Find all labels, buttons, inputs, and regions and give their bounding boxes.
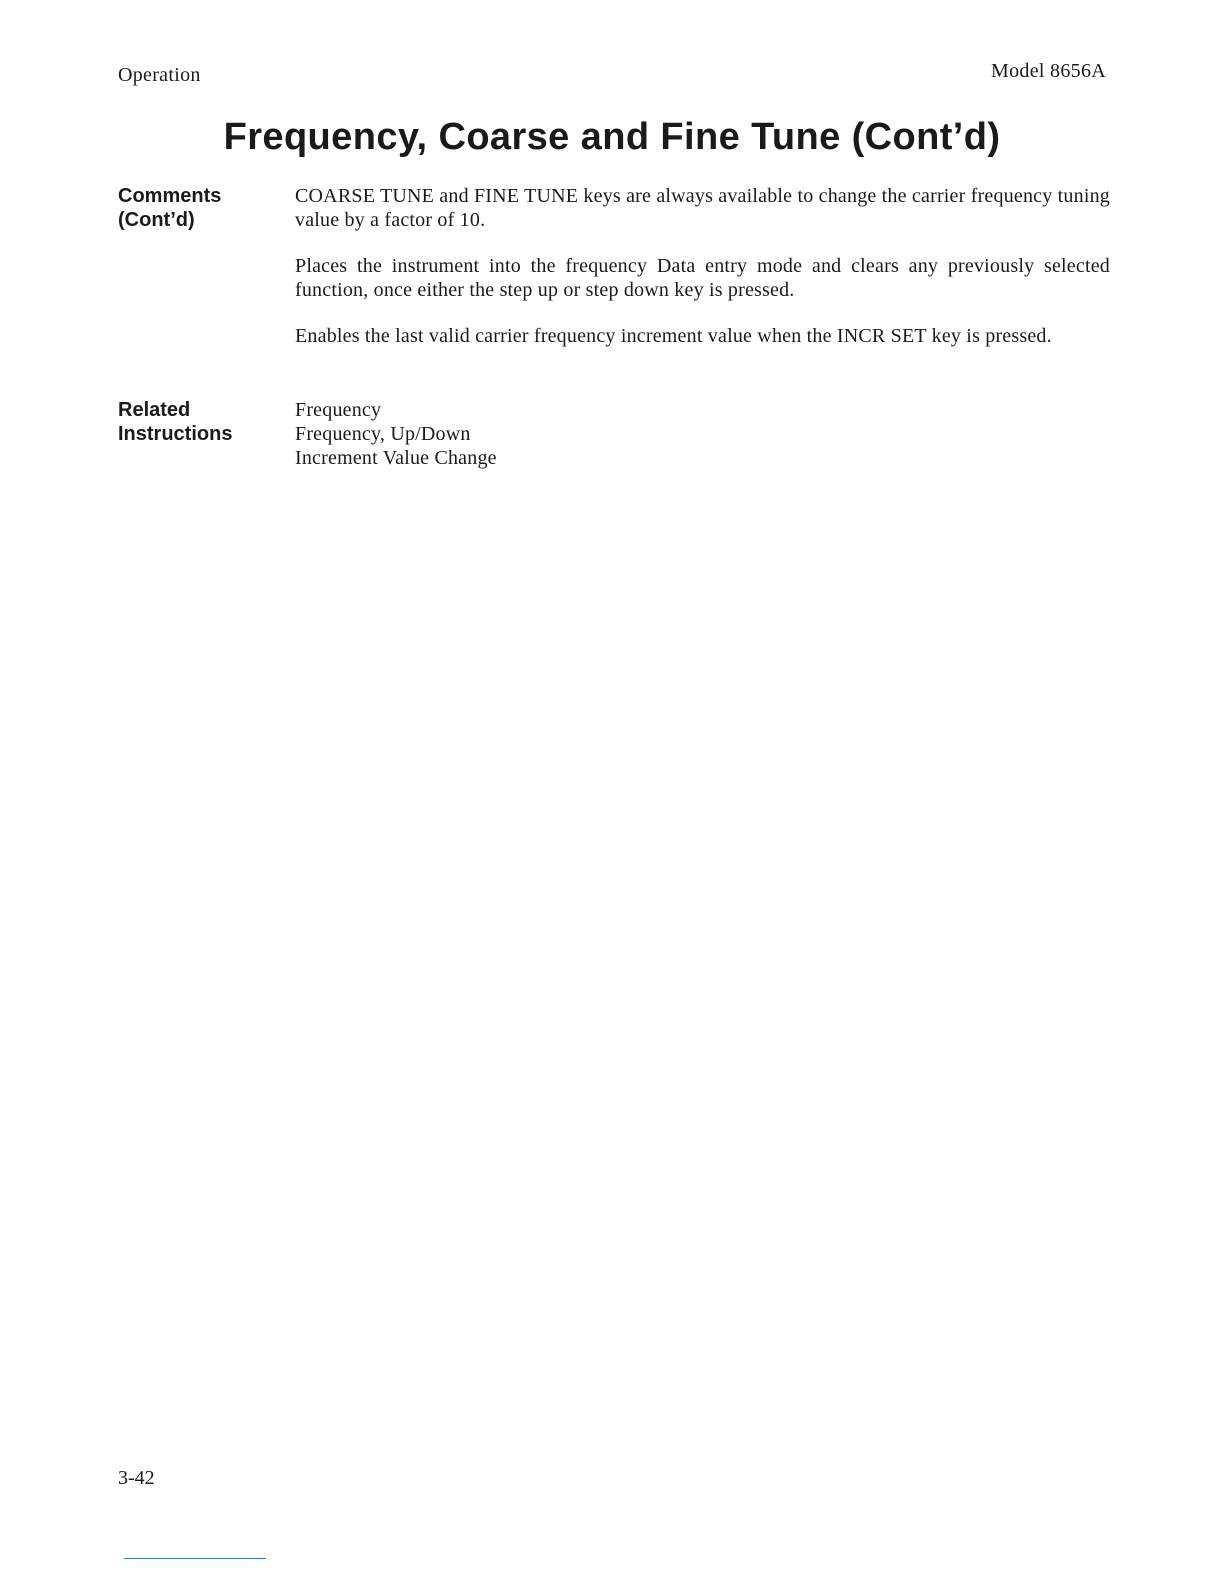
related-label-line2: Instructions (118, 423, 233, 445)
running-header-model: Model 8656A (991, 60, 1106, 82)
comments-label-line1: Comments (118, 185, 222, 207)
comments-label (118, 184, 288, 232)
comments-label-line2: (Cont’d) (118, 209, 195, 231)
related-instructions-label (118, 398, 288, 446)
comments-paragraph: Enables the last valid carrier frequency increment value when the INCR SET key is pressed. (295, 325, 1052, 347)
page-number: 3-42 (118, 1467, 155, 1489)
comments-paragraph: COARSE TUNE and FINE TUNE keys are always available to change the carrier frequency tuning value by a factor of 10. (295, 185, 1110, 231)
related-label-line1: Related (118, 399, 191, 421)
comments-paragraph: Places the instrument into the frequency Data entry mode and clears any previously selected function, once either the step up or step down key is pressed. (295, 255, 1110, 301)
page-title: Frequency, Coarse and Fine Tune (Cont’d) (223, 116, 1001, 158)
related-instruction-item: Frequency, Up/Down (295, 423, 471, 445)
related-instructions-list (295, 398, 1110, 470)
comments-body (295, 184, 1110, 370)
running-header-section: Operation (118, 64, 201, 86)
related-instruction-item: Frequency (295, 399, 382, 421)
footer-rule (124, 1558, 266, 1559)
related-instruction-item: Increment Value Change (295, 447, 497, 469)
